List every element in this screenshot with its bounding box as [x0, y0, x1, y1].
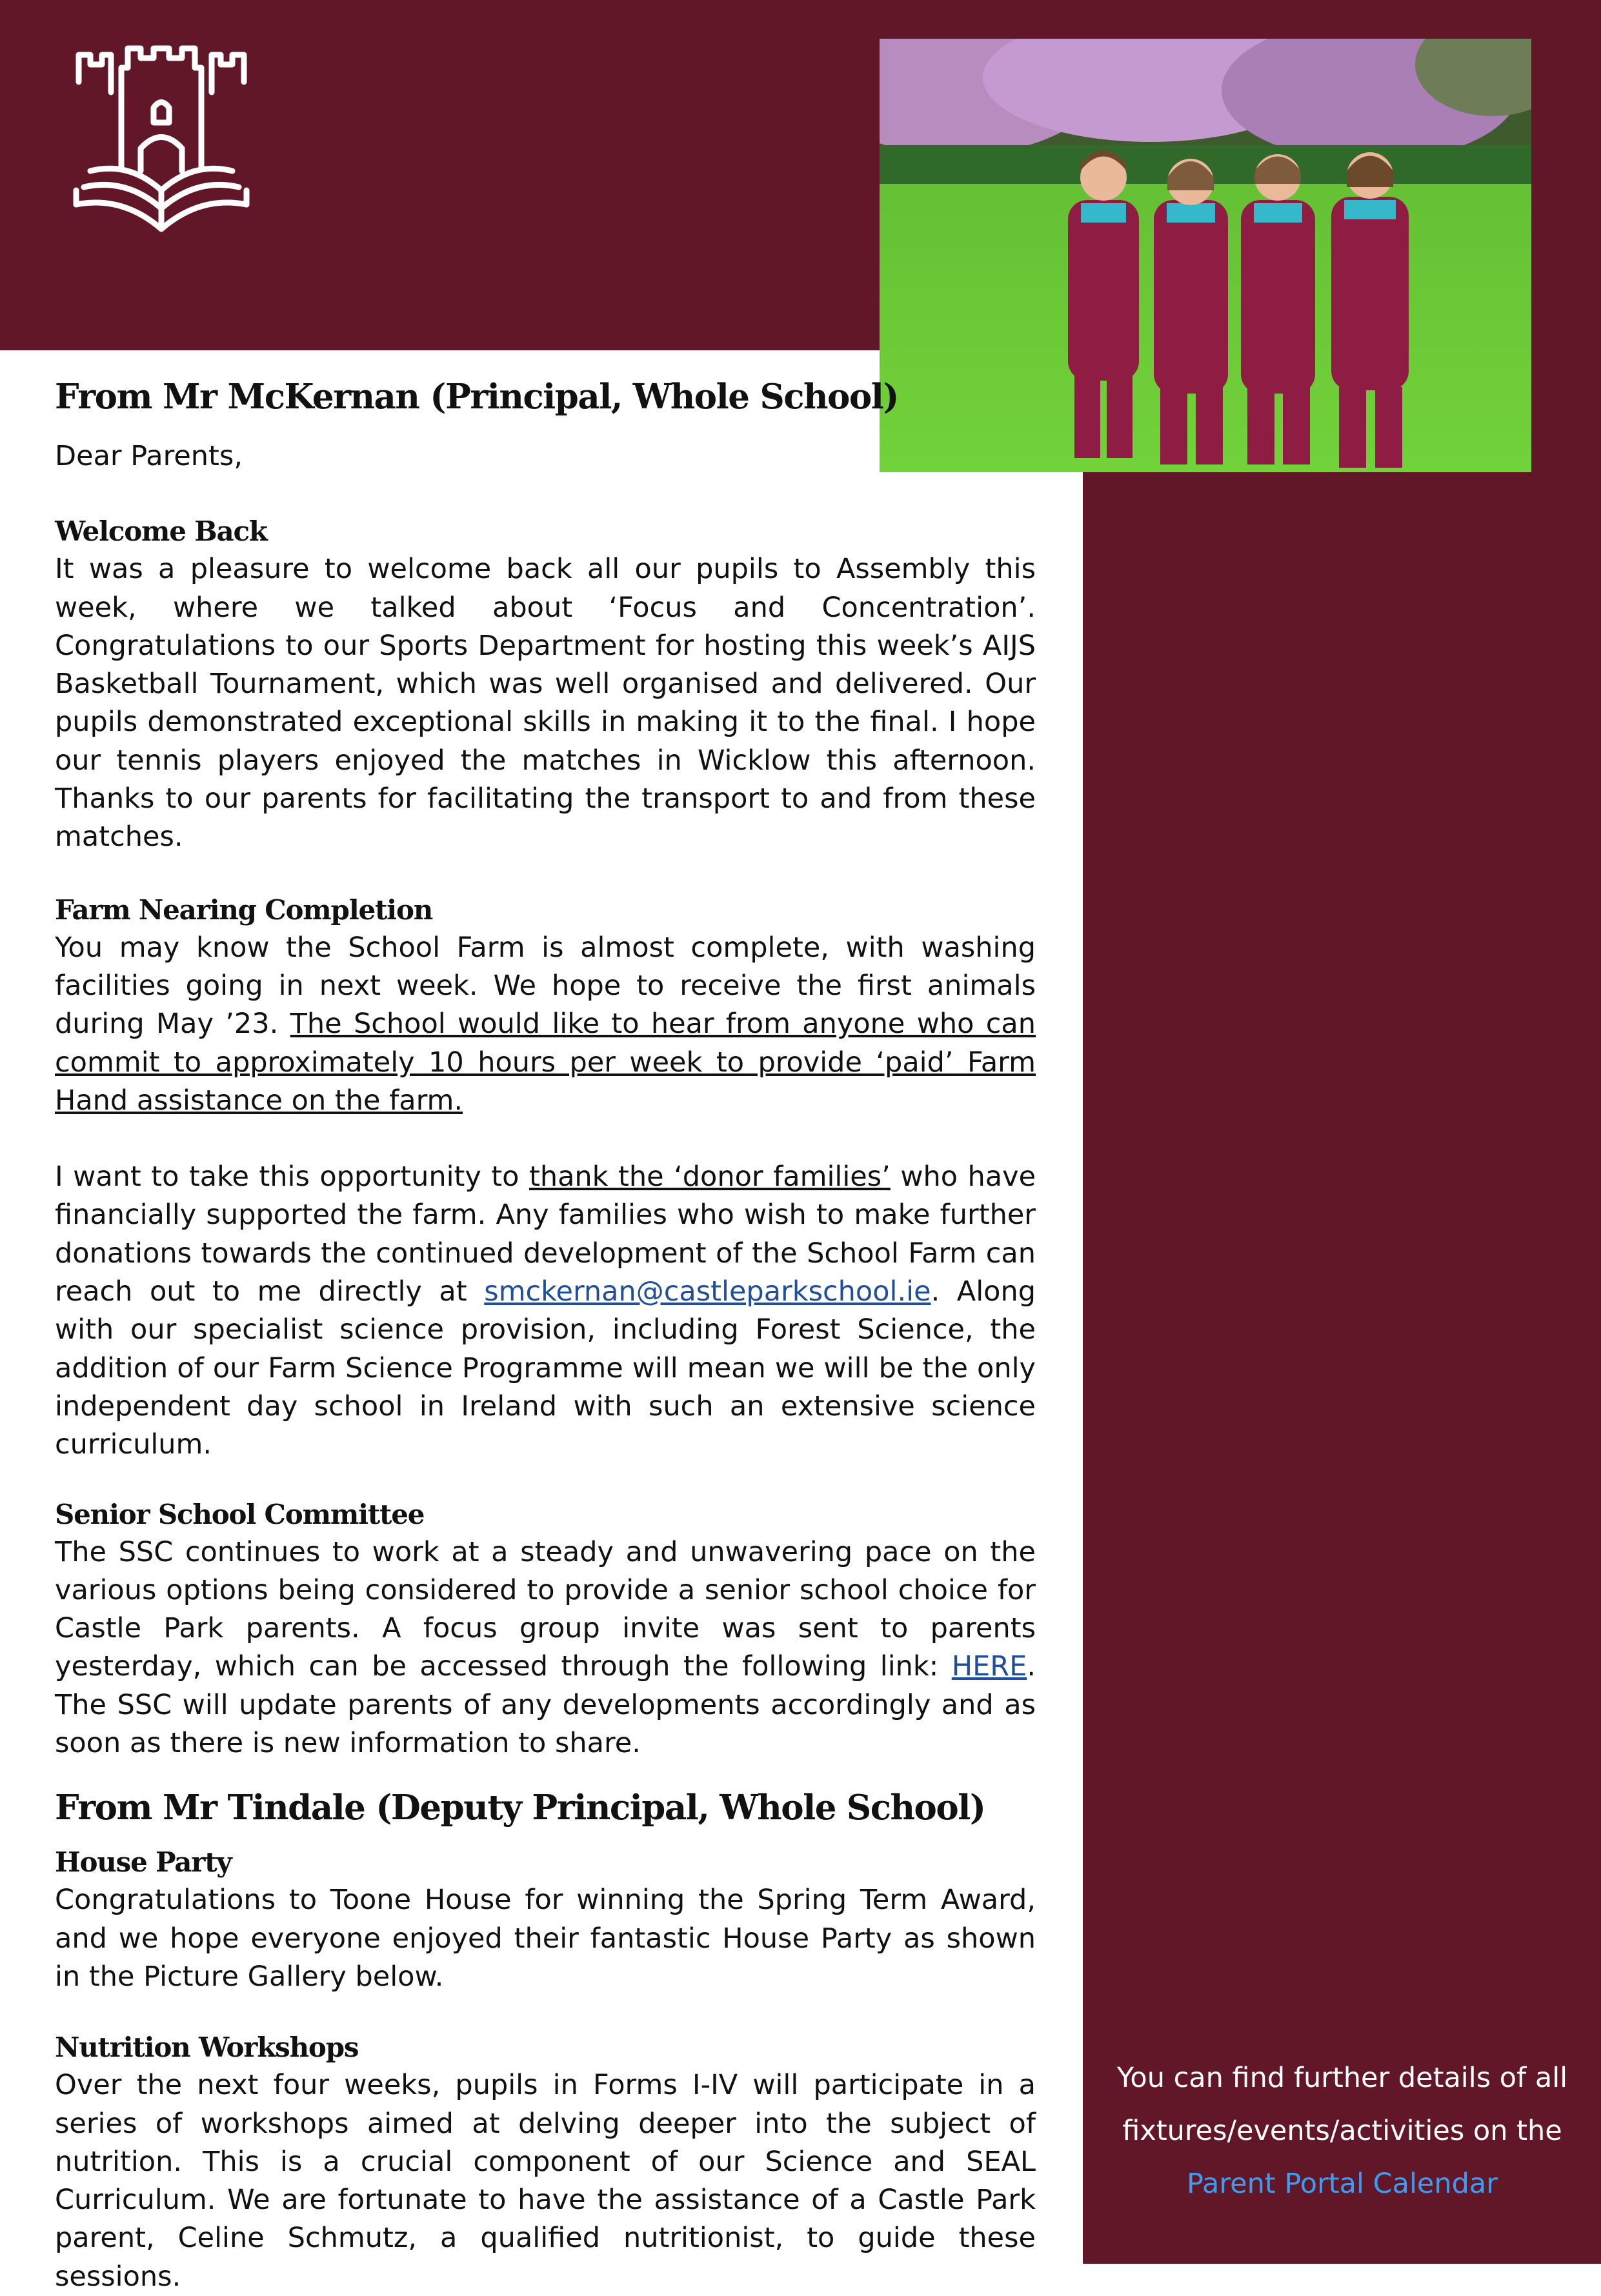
castle-book-icon [65, 35, 258, 242]
deputy-heading: From Mr Tindale (Deputy Principal, Whole School) [55, 1788, 985, 1828]
farm-hand-request: The School would like to hear from anyone who can commit to approximately 10 hours per week to provide ‘paid’ Farm Hand assistance on the farm. [55, 1008, 1036, 1117]
welcome-paragraph: It was a pleasure to welcome back all our pupils to Assembly this week, where we talked about ‘Focus and Concentration’. Congratulations to our Sports Department for hosting this week’s AIJS Basketball Tournament, which was well organised and delivered. Our pupils demonstrated exceptional skills in making it to the final. I hope our tennis players enjoyed the matches in Wicklow this afternoon. Thanks to our parents for facilitating the transport to and from these matches. [55, 553, 1036, 854]
farm-text: You may know the School Farm is almost complete, with washing facilities going in next week. We hope to receive the first animals during May ’23. [55, 931, 1036, 1041]
principal-heading: From Mr McKernan (Principal, Whole School) [55, 377, 898, 417]
farm-paragraph [55, 929, 1036, 1120]
donor-paragraph [55, 1158, 1036, 1464]
farm-heading: Farm Nearing Completion [55, 893, 433, 926]
sidebar-note-line2: fixtures/events/activities on the [1122, 2115, 1562, 2147]
donor-thanks: thank the ‘donor families’ [529, 1161, 891, 1193]
donor-text-post: . Along with our specialist science provision, including Forest Science, the addition of our Farm Science Programme will mean we will be the only independent day school in Ireland with such an extensive science curriculum. [55, 1275, 1036, 1461]
focus-group-link[interactable]: HERE [951, 1650, 1027, 1683]
nutrition-paragraph: Over the next four weeks, pupils in Forms I-IV will participate in a series of workshops aimed at delving deeper into the subject of nutrition. This is a crucial component of our Science and SEAL Curriculum. We are fortunate to have the assistance of a Castle Park parent, Celine Schmutz, a qualified nutritionist, to guide these sessions. [55, 2069, 1036, 2293]
ssc-text-pre: The SSC continues to work at a steady and unwavering pace on the various options being considered to provide a senior school choice for Castle Park parents. A focus group invite was sent to parents yesterday, which can be accessed through the following link: [55, 1535, 1036, 1683]
nutrition-heading: Nutrition Workshops [55, 2031, 359, 2064]
parent-portal-calendar-link[interactable]: Parent Portal Calendar [1187, 2168, 1498, 2200]
welcome-heading: Welcome Back [55, 515, 267, 548]
newsletter-body [55, 374, 1036, 2296]
email-link[interactable]: smckernan@castleparkschool.ie [484, 1275, 931, 1308]
donor-text-mid: who have financially supported the farm. Any families who wish to make further donations towards the continued development of the School Farm can reach out to me directly at [55, 1161, 1036, 1308]
ssc-paragraph [55, 1533, 1036, 1763]
house-party-heading: House Party [55, 1846, 232, 1879]
ssc-heading: Senior School Committee [55, 1498, 425, 1530]
ssc-text-post: . The SSC will update parents of any developments accordingly and as soon as there is new information to share. [55, 1650, 1036, 1760]
greeting: Dear Parents, [55, 440, 243, 472]
donor-text-pre: I want to take this opportunity to [55, 1161, 519, 1193]
house-party-paragraph: Congratulations to Toone House for winning the Spring Term Award, and we hope everyone enjoyed their fantastic House Party as shown in the Picture Gallery below. [55, 1884, 1036, 1993]
sidebar-note [1097, 2051, 1587, 2210]
sidebar-note-line1: You can find further details of all [1116, 2062, 1568, 2094]
sidebar-panel [1083, 350, 1601, 2264]
